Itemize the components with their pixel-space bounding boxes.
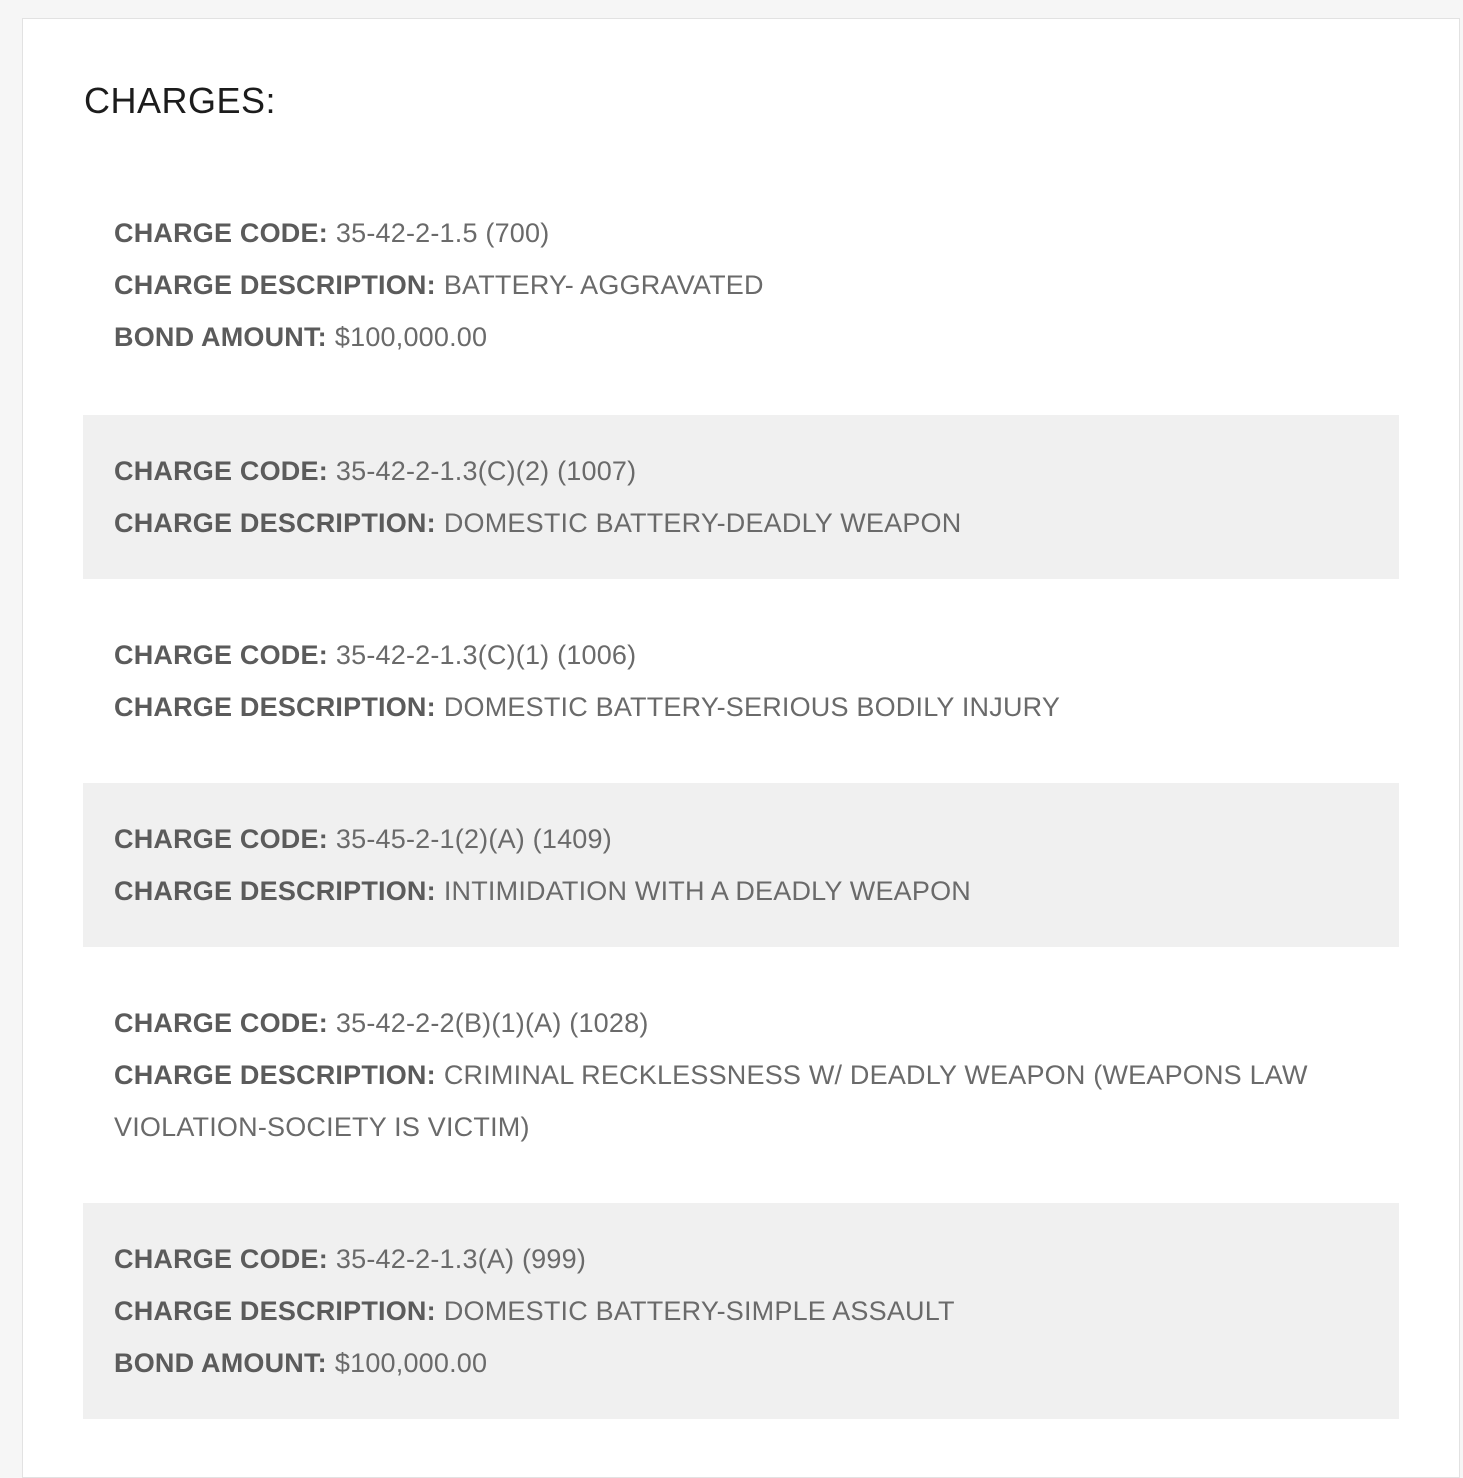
charge-description-label: CHARGE DESCRIPTION: xyxy=(114,270,436,300)
charge-description-row xyxy=(114,681,1369,733)
charge-description-value: DOMESTIC BATTERY-SIMPLE ASSAULT xyxy=(443,1296,955,1326)
bond-amount-row xyxy=(114,311,1369,363)
charge-description-row xyxy=(114,865,1369,917)
charge-description-label: CHARGE DESCRIPTION: xyxy=(114,508,436,538)
charge-item xyxy=(83,579,1399,783)
charge-item xyxy=(83,783,1399,947)
charge-code-label: CHARGE CODE: xyxy=(114,824,328,854)
charge-description-value: DOMESTIC BATTERY-DEADLY WEAPON xyxy=(443,508,962,538)
charge-description-row xyxy=(114,1049,1369,1153)
charge-code-row xyxy=(114,629,1369,681)
charge-code-row xyxy=(114,1233,1369,1285)
charges-list xyxy=(83,187,1399,1419)
bond-amount-label: BOND AMOUNT: xyxy=(114,322,327,352)
charge-code-value: 35-42-2-1.3(C)(1) (1006) xyxy=(335,640,637,670)
charge-code-row xyxy=(114,813,1369,865)
charge-code-label: CHARGE CODE: xyxy=(114,1008,328,1038)
charge-code-row xyxy=(114,207,1369,259)
charge-code-row xyxy=(114,997,1369,1049)
charge-description-label: CHARGE DESCRIPTION: xyxy=(114,1296,436,1326)
charge-description-label: CHARGE DESCRIPTION: xyxy=(114,876,436,906)
charge-description-label: CHARGE DESCRIPTION: xyxy=(114,1060,436,1090)
charge-description-row xyxy=(114,1285,1369,1337)
charge-code-value: 35-45-2-1(2)(A) (1409) xyxy=(335,824,612,854)
charges-card xyxy=(22,18,1460,1478)
bond-amount-value: $100,000.00 xyxy=(334,1348,488,1378)
charge-code-label: CHARGE CODE: xyxy=(114,218,328,248)
charge-code-value: 35-42-2-2(B)(1)(A) (1028) xyxy=(335,1008,649,1038)
charge-item xyxy=(83,1203,1399,1419)
charge-item xyxy=(83,415,1399,579)
charge-code-row xyxy=(114,445,1369,497)
charge-item xyxy=(83,187,1399,415)
charge-code-value: 35-42-2-1.3(C)(2) (1007) xyxy=(335,456,637,486)
charge-code-label: CHARGE CODE: xyxy=(114,456,328,486)
charge-code-value: 35-42-2-1.3(A) (999) xyxy=(335,1244,587,1274)
charge-description-value: DOMESTIC BATTERY-SERIOUS BODILY INJURY xyxy=(443,692,1061,722)
charge-description-value: BATTERY- AGGRAVATED xyxy=(443,270,764,300)
charge-description-label: CHARGE DESCRIPTION: xyxy=(114,692,436,722)
charge-code-value: 35-42-2-1.5 (700) xyxy=(335,218,550,248)
charge-item xyxy=(83,947,1399,1203)
charge-description-value: CRIMINAL RECKLESSNESS W/ DEADLY WEAPON (WEAPONS LAW VIOLATION-SOCIETY IS VICTIM) xyxy=(114,1060,1308,1142)
page-title: CHARGES: xyxy=(84,80,277,121)
charge-description-row xyxy=(114,497,1369,549)
bond-amount-value: $100,000.00 xyxy=(334,322,488,352)
charge-code-label: CHARGE CODE: xyxy=(114,1244,328,1274)
charge-code-label: CHARGE CODE: xyxy=(114,640,328,670)
charge-description-row xyxy=(114,259,1369,311)
bond-amount-label: BOND AMOUNT: xyxy=(114,1348,327,1378)
bond-amount-row xyxy=(114,1337,1369,1389)
charge-description-value: INTIMIDATION WITH A DEADLY WEAPON xyxy=(443,876,971,906)
